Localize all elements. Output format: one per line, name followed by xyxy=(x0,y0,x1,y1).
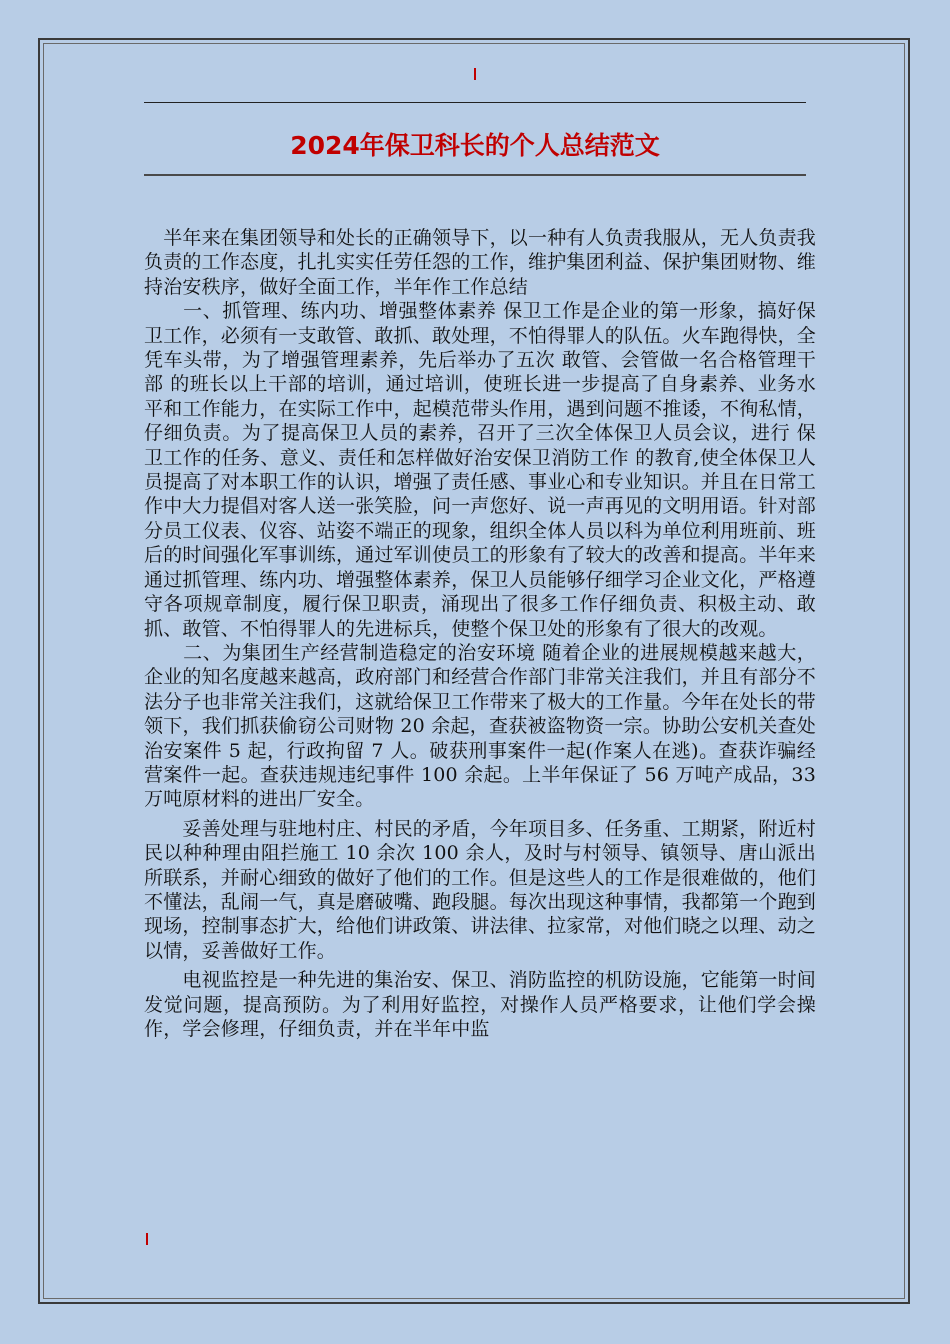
paragraph-section-2: 二、为集团生产经营制造稳定的治安环境 随着企业的进展规模越来越大，企业的知名度越来越高，政府部门和经营合作部门非常关注我们，并且有部分不法分子也非常关注我们，这就给保卫工作带来了极大的工作量。今年在处长的带领下，我们抓获偷窃公司财物 20 余起，查获被盗物资一宗。协助公安机关查处治安案件 5 起，行政拘留 7 人。破获刑事案件一起(作案人在逃)。查获诈骗经营案件一起。查获违规违纪事件 100 余起。上半年保证了 56 万吨产成品，33 万吨原材料的进出厂安全。 xyxy=(144,641,817,811)
header-cursor-mark xyxy=(474,68,476,80)
footer-cursor-mark xyxy=(146,1233,148,1245)
document-body xyxy=(144,226,816,1041)
header-rule xyxy=(144,102,806,103)
title-underline xyxy=(144,174,806,176)
paragraph-section-3: 妥善处理与驻地村庄、村民的矛盾，今年项目多、任务重、工期紧，附近村民以种种理由阻拦施工 10 余次 100 余人，及时与村领导、镇领导、唐山派出所联系，并耐心细致的做好了他们的工作。但是这些人的工作是很难做的，他们不懂法，乱闹一气，真是磨破嘴、跑段腿。每次出现这种事情，我都第一个跑到现场，控制事态扩大，给他们讲政策、讲法律、拉家常，对他们晓之以理、动之以情，妥善做好工作。 xyxy=(144,817,817,962)
document-title: 2024年保卫科长的个人总结范文 xyxy=(290,131,660,160)
paragraph-section-1: 一、抓管理、练内功、增强整体素养 保卫工作是企业的第一形象，搞好保卫工作，必须有一支敢管、敢抓、敢处理，不怕得罪人的队伍。火车跑得快，全凭车头带，为了增强管理素养，先后举办了五次 敢管、会管做一名合格管理干部 的班长以上干部的培训，通过培训，使班长进一步提高了自身素养、业务水平和工作能力，在实际工作中，起模范带头作用，遇到问题不推诿，不徇私情，仔细负责。为了提高保卫人员的素养，召开了三次全体保卫人员会议，进行 保卫工作的任务、意义、责任和怎样做好治安保卫消防工作 的教育,使全体保卫人员提高了对本职工作的认识，增强了责任感、事业心和专业知识。并且在日常工作中大力提倡对客人送一张笑脸，问一声您好、说一声再见的文明用语。针对部分员工仪表、仪容、站姿不端正的现象，组织全体人员以科为单位利用班前、班后的时间强化军事训练，通过军训使员工的形象有了较大的改善和提高。半年来通过抓管理、练内功、增强整体素养，保卫人员能够仔细学习企业文化，严格遵守各项规章制度，履行保卫职责，涌现出了很多工作仔细负责、积极主动、敢抓、敢管、不怕得罪人的先进标兵，使整个保卫处的形象有了很大的改观。 xyxy=(144,300,817,640)
paragraph-section-4: 电视监控是一种先进的集治安、保卫、消防监控的机防设施，它能第一时间发觉问题，提高预防。为了利用好监控，对操作人员严格要求，让他们学会操作，学会修理，仔细负责，并在半年中监 xyxy=(144,969,817,1040)
paragraph-intro: 半年来在集团领导和处长的正确领导下，以一种有人负责我服从，无人负责我负责的工作态度，扎扎实实任劳任怨的工作，维护集团利益、保护集团财物、维持治安秩序，做好全面工作，半年作工作总结 xyxy=(144,227,817,298)
